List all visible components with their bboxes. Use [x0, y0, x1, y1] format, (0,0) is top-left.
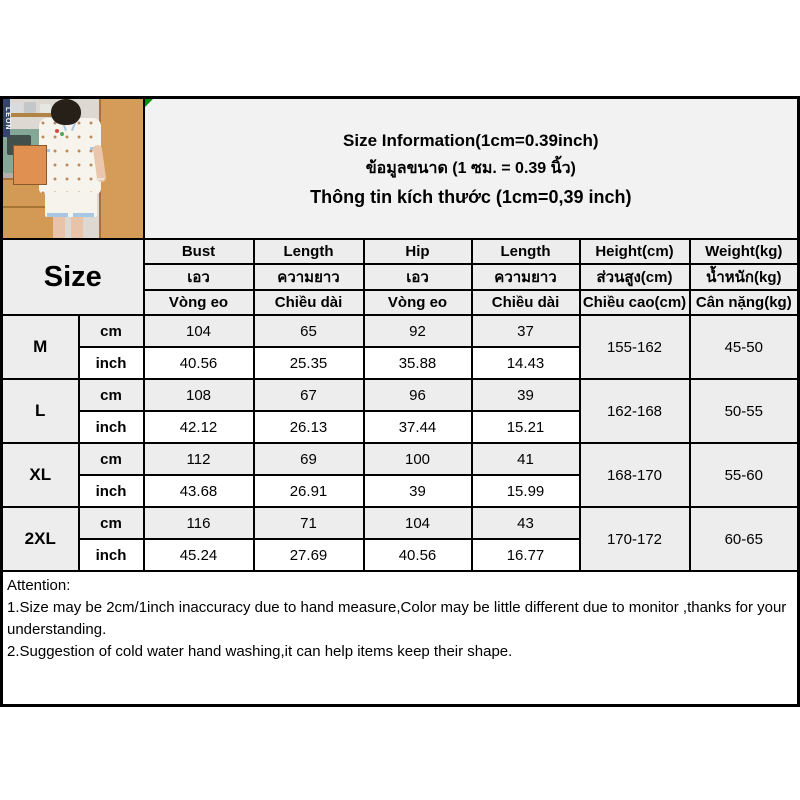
- book-spine-text: LEON: [4, 107, 11, 131]
- value-cell: 15.99: [472, 475, 580, 507]
- attention-note: [2, 571, 799, 705]
- unit-cell-cm: cm: [79, 315, 144, 347]
- value-cell: 40.56: [144, 347, 254, 379]
- size-info-title-vi: Thông tin kích thước (1cm=0,39 inch): [310, 186, 632, 207]
- col-header-length-en: Length: [254, 239, 364, 264]
- product-photo: [3, 99, 143, 238]
- height-range-cell: 162-168: [580, 379, 690, 443]
- size-label-2xl: 2XL: [2, 507, 79, 571]
- col-header-length2-th: ความยาว: [472, 264, 580, 290]
- value-cell: 25.35: [254, 347, 364, 379]
- value-cell: 37.44: [364, 411, 472, 443]
- value-cell: 104: [144, 315, 254, 347]
- weight-range-cell: 60-65: [690, 507, 799, 571]
- size-info-title-en: Size Information(1cm=0.39inch): [343, 130, 599, 150]
- size-chart-table: [0, 96, 800, 707]
- product-photo-cell: [2, 98, 144, 240]
- col-header-weight-th: น้ำหนัก(kg): [690, 264, 799, 290]
- value-cell: 104: [364, 507, 472, 539]
- size-label-xl: XL: [2, 443, 79, 507]
- col-header-length-th: ความยาว: [254, 264, 364, 290]
- value-cell: 43: [472, 507, 580, 539]
- col-header-length2-en: Length: [472, 239, 580, 264]
- model-leg: [71, 217, 83, 238]
- col-header-height-vi: Chiều cao(cm): [580, 290, 690, 315]
- value-cell: 39: [472, 379, 580, 411]
- height-range-cell: 168-170: [580, 443, 690, 507]
- col-header-weight-en: Weight(kg): [690, 239, 799, 264]
- hair-clip: [60, 132, 64, 136]
- unit-cell-cm: cm: [79, 507, 144, 539]
- value-cell: 116: [144, 507, 254, 539]
- col-header-hip-th: เอว: [364, 264, 472, 290]
- height-range-cell: 170-172: [580, 507, 690, 571]
- value-cell: 100: [364, 443, 472, 475]
- height-range-cell: 155-162: [580, 315, 690, 379]
- mug-icon: [24, 102, 36, 113]
- attention-line-1: 1.Size may be 2cm/1inch inaccuracy due to hand measure,Color may be little different due to monitor ,thanks for your understanding.: [7, 599, 787, 638]
- green-corner-flag-icon: [145, 99, 153, 107]
- attention-heading: Attention:: [7, 577, 71, 594]
- unit-cell-cm: cm: [79, 379, 144, 411]
- table-row-xl-cm: [2, 443, 799, 475]
- value-cell: 67: [254, 379, 364, 411]
- table-row-2xl-cm: [2, 507, 799, 539]
- bracelet: [96, 178, 104, 180]
- unit-cell-inch: inch: [79, 347, 144, 379]
- value-cell: 96: [364, 379, 472, 411]
- table-row-l-cm: [2, 379, 799, 411]
- value-cell: 26.13: [254, 411, 364, 443]
- col-header-height-en: Height(cm): [580, 239, 690, 264]
- value-cell: 42.12: [144, 411, 254, 443]
- attention-line-2: 2.Suggestion of cold water hand washing,it can help items keep their shape.: [7, 643, 513, 660]
- kitchen-cabinet-right: [99, 99, 143, 238]
- col-header-bust-en: Bust: [144, 239, 254, 264]
- col-header-weight-vi: Cân nặng(kg): [690, 290, 799, 315]
- value-cell: 26.91: [254, 475, 364, 507]
- size-label-l: L: [2, 379, 79, 443]
- col-header-length-vi: Chiều dài: [254, 290, 364, 315]
- col-header-bust-vi: Vòng eo: [144, 290, 254, 315]
- hair-clip: [55, 129, 59, 133]
- mug-icon: [11, 103, 21, 113]
- unit-cell-inch: inch: [79, 411, 144, 443]
- size-info-title-cell: [144, 98, 799, 240]
- value-cell: 108: [144, 379, 254, 411]
- value-cell: 35.88: [364, 347, 472, 379]
- value-cell: 71: [254, 507, 364, 539]
- value-cell: 45.24: [144, 539, 254, 571]
- value-cell: 39: [364, 475, 472, 507]
- col-header-length2-vi: Chiều dài: [472, 290, 580, 315]
- weight-range-cell: 50-55: [690, 379, 799, 443]
- value-cell: 27.69: [254, 539, 364, 571]
- col-header-bust-th: เอว: [144, 264, 254, 290]
- model-hair: [51, 99, 81, 125]
- weight-range-cell: 45-50: [690, 315, 799, 379]
- mug-icon: [40, 104, 51, 113]
- orange-book: [13, 145, 47, 185]
- weight-range-cell: 55-60: [690, 443, 799, 507]
- size-corner-label: Size: [2, 239, 144, 315]
- header-row-en: [2, 239, 799, 264]
- model-leg: [53, 217, 65, 238]
- value-cell: 43.68: [144, 475, 254, 507]
- value-cell: 92: [364, 315, 472, 347]
- unit-cell-inch: inch: [79, 475, 144, 507]
- value-cell: 69: [254, 443, 364, 475]
- attention-row: [2, 571, 799, 705]
- col-header-hip-vi: Vòng eo: [364, 290, 472, 315]
- value-cell: 40.56: [364, 539, 472, 571]
- unit-cell-inch: inch: [79, 539, 144, 571]
- unit-cell-cm: cm: [79, 443, 144, 475]
- value-cell: 65: [254, 315, 364, 347]
- table-row-m-cm: [2, 315, 799, 347]
- value-cell: 14.43: [472, 347, 580, 379]
- value-cell: 112: [144, 443, 254, 475]
- value-cell: 37: [472, 315, 580, 347]
- size-info-title-th: ข้อมูลขนาด (1 ซม. = 0.39 นิ้ว): [365, 159, 576, 177]
- value-cell: 41: [472, 443, 580, 475]
- col-header-height-th: ส่วนสูง(cm): [580, 264, 690, 290]
- col-header-hip-en: Hip: [364, 239, 472, 264]
- size-label-m: M: [2, 315, 79, 379]
- value-cell: 15.21: [472, 411, 580, 443]
- title-row: [2, 98, 799, 240]
- value-cell: 16.77: [472, 539, 580, 571]
